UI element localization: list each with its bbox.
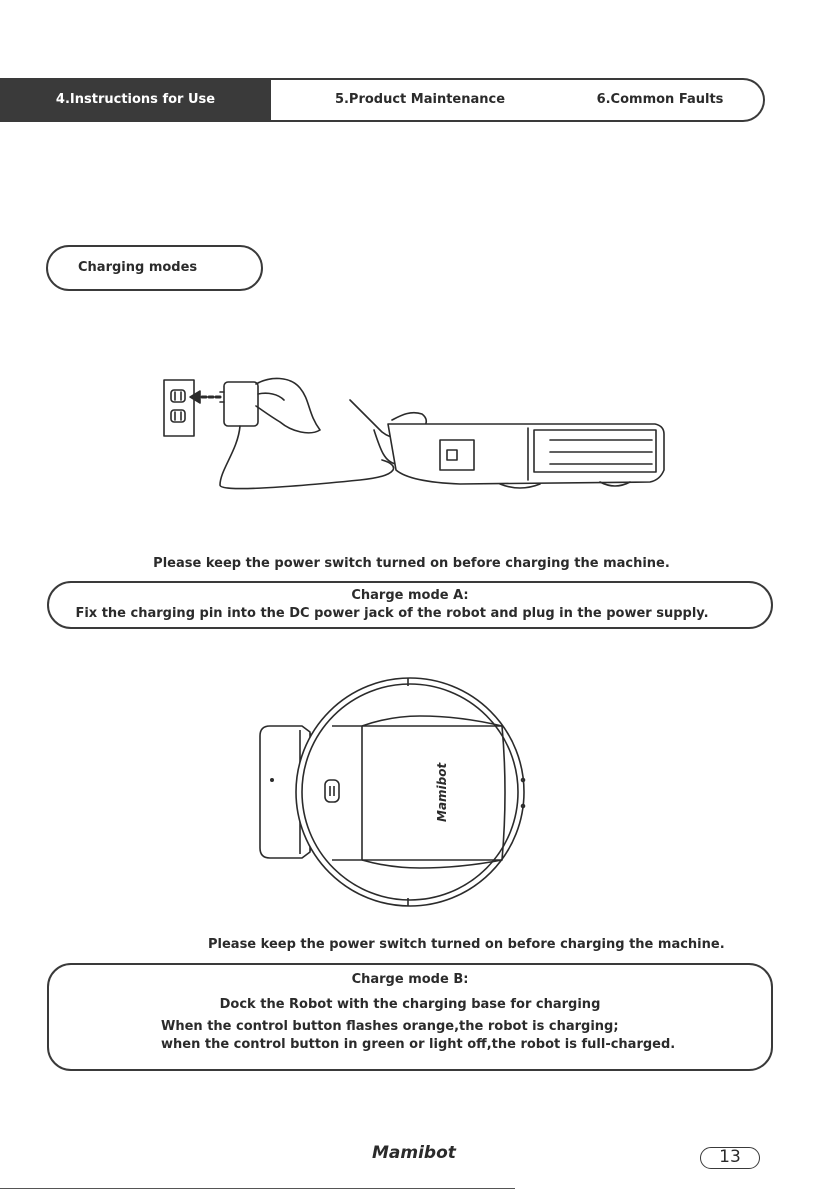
- caption-mode-b: Please keep the power switch turned on before charging the machine.: [208, 937, 725, 952]
- footer-brand-logo: Mamibot: [372, 1143, 456, 1163]
- charge-mode-a-box: [47, 581, 773, 629]
- charge-mode-b-line2: When the control button flashes orange,the robot is charging;: [161, 1019, 619, 1034]
- caption-mode-a: Please keep the power switch turned on before charging the machine.: [153, 556, 670, 571]
- charge-mode-b-title: Charge mode B:: [351, 972, 469, 987]
- bottom-divider: [0, 1188, 515, 1189]
- charge-mode-b-line3: when the control button in green or light off,the robot is full-charged.: [161, 1037, 676, 1052]
- charge-mode-a-title: Charge mode A:: [351, 588, 469, 603]
- docked-robot-illustration: [240, 676, 550, 916]
- tab-common-faults[interactable]: 6.Common Faults: [596, 92, 724, 107]
- charging-cable-illustration: [160, 370, 670, 495]
- section-title: Charging modes: [78, 260, 198, 275]
- charge-mode-b-line1: Dock the Robot with the charging base for charging: [219, 997, 601, 1012]
- tab-product-maintenance[interactable]: 5.Product Maintenance: [334, 92, 506, 107]
- tab-instructions-for-use[interactable]: 4.Instructions for Use: [0, 80, 271, 120]
- section-heading: [46, 245, 263, 291]
- charge-mode-a-text: Fix the charging pin into the DC power jack of the robot and plug in the power supply.: [75, 606, 709, 621]
- charge-mode-b-box: [47, 963, 773, 1071]
- page-number: 13: [700, 1147, 760, 1169]
- section-nav: [0, 78, 765, 122]
- robot-brand-label: Mamibot: [435, 762, 449, 822]
